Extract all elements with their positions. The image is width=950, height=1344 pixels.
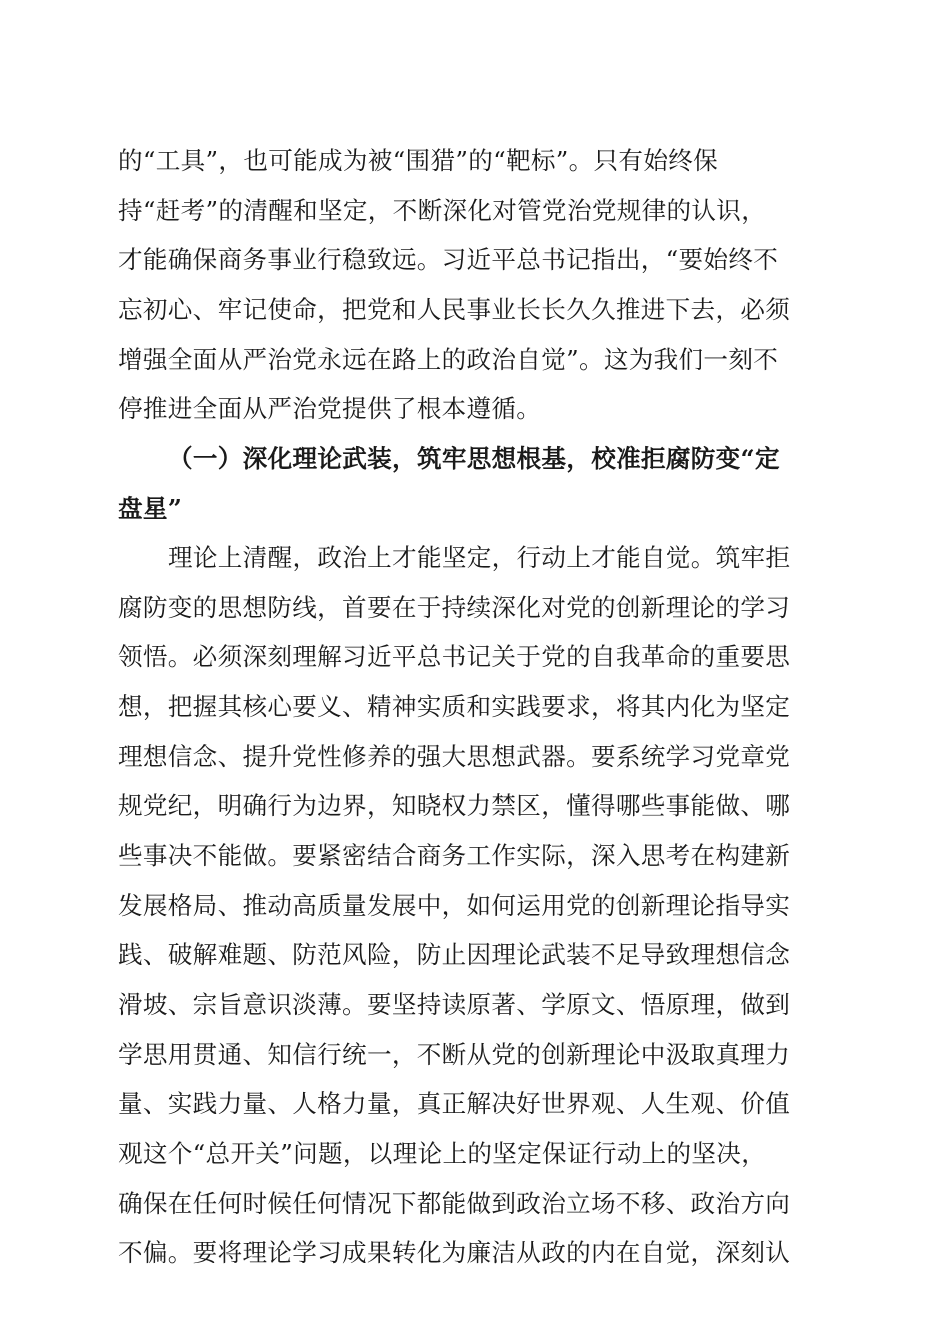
section-heading-continued: 盘星” bbox=[118, 494, 183, 523]
text-line: 量、实践力量、人格力量，真正解决好世界观、人生观、价值 bbox=[118, 1089, 791, 1118]
text-line: 规党纪，明确行为边界，知晓权力禁区，懂得哪些事能做、哪 bbox=[118, 791, 791, 820]
text-line: 些事决不能做。要紧密结合商务工作实际，深入思考在构建新 bbox=[118, 841, 791, 870]
text-line: 忘初心、牢记使命，把党和人民事业长长久久推进下去，必须 bbox=[118, 295, 791, 324]
text-line: 发展格局、推动高质量发展中，如何运用党的创新理论指导实 bbox=[118, 891, 791, 920]
text-line: 滑坡、宗旨意识淡薄。要坚持读原著、学原文、悟原理，做到 bbox=[118, 990, 791, 1019]
section-heading: （一）深化理论武装，筑牢思想根基，校准拒腐防变“定 bbox=[168, 444, 780, 473]
text-line: 停推进全面从严治党提供了根本遵循。 bbox=[118, 394, 542, 423]
text-line: 理想信念、提升党性修养的强大思想武器。要系统学习党章党 bbox=[118, 742, 791, 771]
text-line: 领悟。必须深刻理解习近平总书记关于党的自我革命的重要思 bbox=[118, 642, 791, 671]
text-line: 学思用贯通、知信行统一，不断从党的创新理论中汲取真理力 bbox=[118, 1040, 791, 1069]
text-line: 确保在任何时候任何情况下都能做到政治立场不移、政治方向 bbox=[118, 1189, 791, 1218]
text-line: 腐防变的思想防线，首要在于持续深化对党的创新理论的学习 bbox=[118, 593, 791, 622]
text-line: 才能确保商务事业行稳致远。习近平总书记指出，“要始终不 bbox=[118, 245, 779, 274]
text-line: 观这个“总开关”问题，以理论上的坚定保证行动上的坚决， bbox=[118, 1139, 767, 1168]
text-line: 践、破解难题、防范风险，防止因理论武装不足导致理想信念 bbox=[118, 940, 791, 969]
text-line: 想，把握其核心要义、精神实质和实践要求，将其内化为坚定 bbox=[118, 692, 791, 721]
text-line: 增强全面从严治党永远在路上的政治自觉”。这为我们一刻不 bbox=[118, 345, 779, 374]
text-line: 的“工具”，也可能成为被“围猎”的“靶标”。只有始终保 bbox=[118, 146, 719, 175]
paragraph-first-line: 理论上清醒，政治上才能坚定，行动上才能自觉。筑牢拒 bbox=[168, 543, 791, 572]
text-line: 不偏。要将理论学习成果转化为廉洁从政的内在自觉，深刻认 bbox=[118, 1238, 791, 1267]
text-line: 持“赶考”的清醒和坚定，不断深化对管党治党规律的认识， bbox=[118, 196, 767, 225]
